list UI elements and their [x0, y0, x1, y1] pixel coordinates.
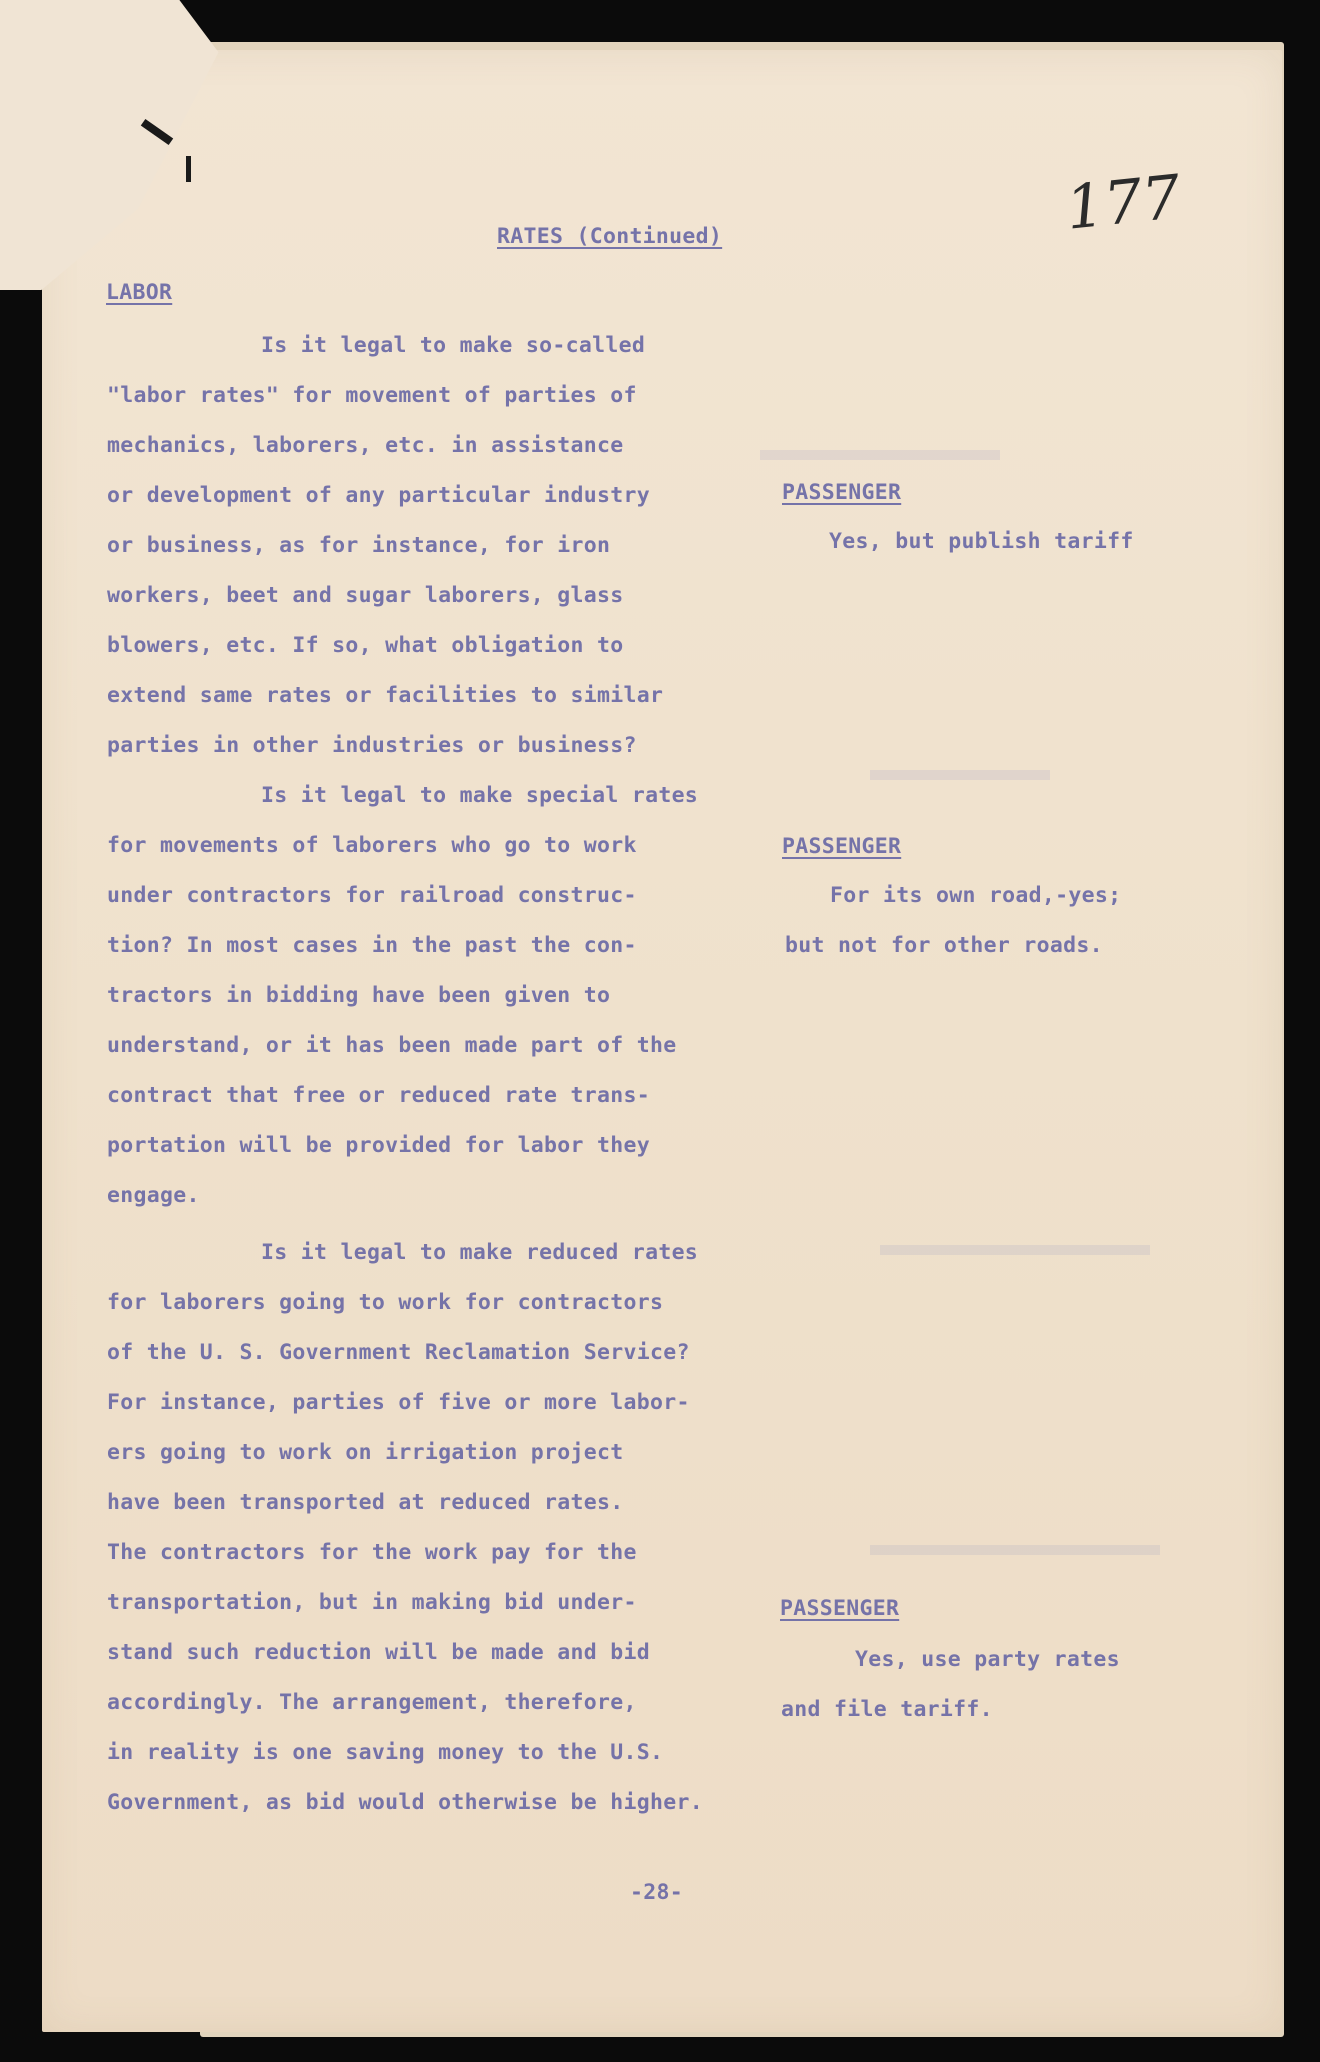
bleed-through	[760, 450, 1000, 460]
question-line: or development of any particular industry	[107, 483, 651, 508]
question-line: stand such reduction will be made and bid	[107, 1640, 651, 1665]
answer-label: PASSENGER	[780, 1596, 900, 1621]
question-line: in reality is one saving money to the U.S.	[107, 1740, 664, 1765]
question-line: extend same rates or facilities to similar	[107, 683, 664, 708]
question-line: The contractors for the work pay for the	[107, 1540, 637, 1565]
question-line: blowers, etc. If so, what obligation to	[107, 633, 624, 658]
question-line: engage.	[107, 1183, 200, 1208]
question-line: tion? In most cases in the past the con-	[107, 933, 637, 958]
question-line: workers, beet and sugar laborers, glass	[107, 583, 624, 608]
answer-line: Yes, but publish tariff	[829, 529, 1134, 554]
question-line: Is it legal to make reduced rates	[261, 1240, 699, 1265]
handwritten-page-number: 177	[1062, 162, 1184, 244]
bleed-through	[870, 1545, 1160, 1555]
question-line: Is it legal to make so-called	[261, 333, 646, 358]
question-line: contract that free or reduced rate trans-	[107, 1083, 651, 1108]
question-line: have been transported at reduced rates.	[107, 1490, 624, 1515]
question-line: tractors in bidding have been given to	[107, 983, 611, 1008]
question-line: or business, as for instance, for iron	[107, 533, 611, 558]
question-line: ers going to work on irrigation project	[107, 1440, 624, 1465]
answer-line: Yes, use party rates	[855, 1647, 1120, 1672]
question-line: Is it legal to make special rates	[261, 783, 699, 808]
section-label: LABOR	[106, 280, 173, 305]
question-line: "labor rates" for movement of parties of	[107, 383, 637, 408]
page-number: -28-	[630, 1880, 683, 1905]
question-line: for laborers going to work for contractors	[107, 1290, 664, 1315]
bleed-through	[870, 770, 1050, 780]
question-line: accordingly. The arrangement, therefore,	[107, 1690, 637, 1715]
question-line: understand, or it has been made part of the	[107, 1033, 677, 1058]
answer-line: For its own road,-yes;	[830, 883, 1122, 908]
question-line: parties in other industries or business?	[107, 733, 637, 758]
question-line: Government, as bid would otherwise be higher.	[107, 1790, 703, 1815]
answer-line: but not for other roads.	[785, 933, 1103, 958]
answer-line: and file tariff.	[781, 1697, 993, 1722]
page-header: RATES (Continued)	[497, 224, 723, 249]
question-line: For instance, parties of five or more labor-	[107, 1390, 690, 1415]
question-line: of the U. S. Government Reclamation Service?	[107, 1340, 690, 1365]
question-line: under contractors for railroad construc-	[107, 883, 637, 908]
question-line: for movements of laborers who go to work	[107, 833, 637, 858]
question-line: transportation, but in making bid under-	[107, 1590, 637, 1615]
answer-label: PASSENGER	[782, 834, 902, 859]
bleed-through	[880, 1245, 1150, 1255]
answer-label: PASSENGER	[782, 480, 902, 505]
question-line: mechanics, laborers, etc. in assistance	[107, 433, 624, 458]
question-line: portation will be provided for labor they	[107, 1133, 651, 1158]
staple-bottom	[186, 156, 191, 182]
